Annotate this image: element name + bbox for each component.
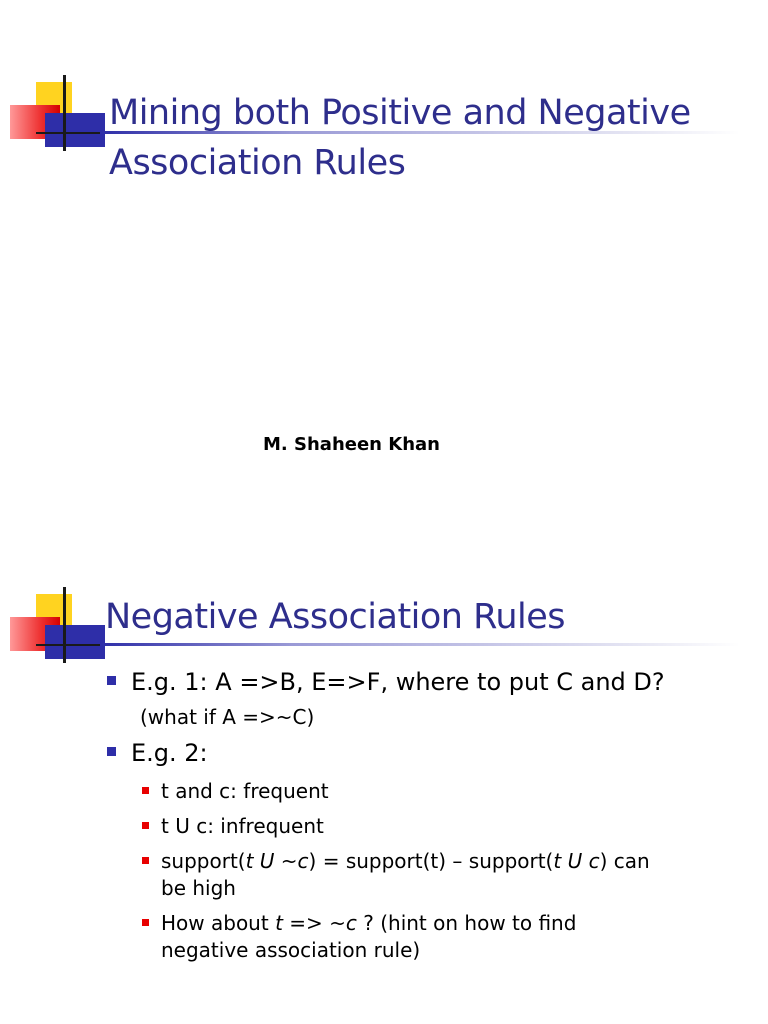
sub-bullet-item: support(t U ~c) = support(t) – support(t U c) can be high [161,848,650,902]
slide-logo-icon [0,512,110,672]
square-bullet-icon [142,857,149,864]
bullet-item: E.g. 2: [131,739,208,767]
bullet-note: (what if A =>~C) [140,705,315,729]
sub-bullet-item: How about t => ~c ? (hint on how to find negative association rule) [161,910,576,964]
square-bullet-icon [142,822,149,829]
square-bullet-icon [107,676,116,685]
title-line-2: Association Rules [109,143,406,183]
title-underline [100,643,740,646]
sub-bullet-item: t and c: frequent [161,778,329,805]
square-bullet-icon [107,747,116,756]
author-name: M. Shaheen Khan [263,434,440,455]
square-bullet-icon [142,787,149,794]
slide-title [109,88,691,188]
sub-bullet-item: t U c: infrequent [161,813,324,840]
square-bullet-icon [142,919,149,926]
bullet-item: E.g. 1: A =>B, E=>F, where to put C and D? [131,668,665,696]
slide-logo-icon [0,0,110,160]
title-line-1: Mining both Positive and Negative [109,93,691,133]
slide-title: Negative Association Rules [105,597,566,637]
content-slide [0,512,768,1024]
